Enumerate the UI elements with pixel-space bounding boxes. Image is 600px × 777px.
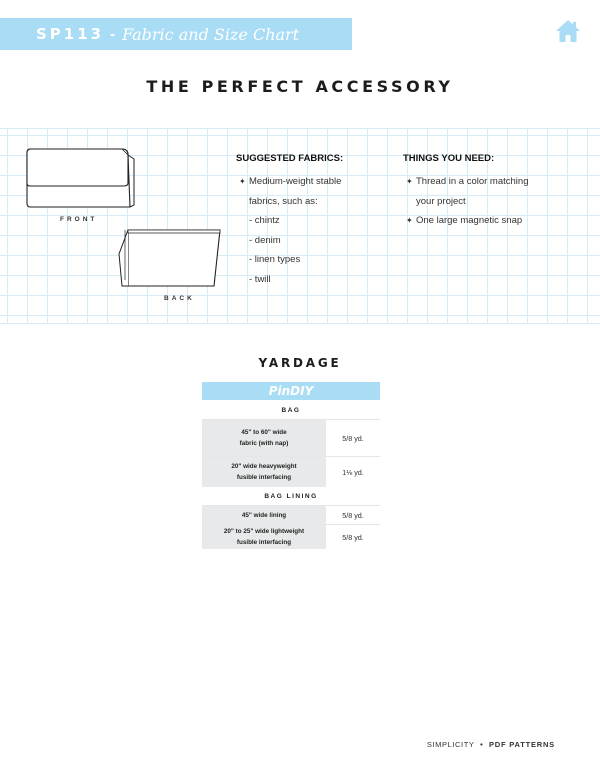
- section-heading-bag: BAG: [281, 407, 301, 414]
- pattern-code: SP113: [36, 25, 105, 43]
- row-amount: 5/8 yd.: [326, 525, 380, 549]
- row-desc-line1: 45" to 60" wide: [241, 429, 287, 436]
- row-desc-line1: 45" wide lining: [241, 511, 287, 519]
- yardage-table: [202, 382, 380, 549]
- header-subtitle: Fabric and Size Chart: [122, 24, 300, 44]
- bullet-icon: ✦: [406, 177, 413, 186]
- row-description: [202, 457, 326, 487]
- front-view-illustration: [24, 145, 136, 213]
- row-desc-line2: fusible interfacing: [236, 474, 292, 481]
- fabric-intro-line2: fabrics, such as:: [249, 195, 318, 207]
- footer: [427, 740, 555, 749]
- need-item-snap-text: One large magnetic snap: [416, 215, 523, 226]
- row-amount: 5/8 yd.: [326, 506, 380, 524]
- header-bar: [0, 18, 352, 50]
- need-item-thread-line1: Thread in a color matching: [416, 176, 529, 187]
- brand-bar: PinDIY: [202, 382, 380, 400]
- table-row: [202, 524, 380, 549]
- fabric-item: - twill: [249, 273, 271, 285]
- row-desc-line2: fusible interfacing: [236, 539, 292, 546]
- row-description: [202, 525, 326, 549]
- suggested-fabrics-section: [236, 153, 343, 289]
- things-you-need-section: [403, 153, 528, 231]
- need-item-thread: [403, 172, 528, 192]
- suggested-fabrics-heading: SUGGESTED FABRICS:: [236, 153, 344, 164]
- yardage-title: YARDAGE: [258, 356, 342, 370]
- header-separator: -: [110, 25, 116, 43]
- fabric-intro-line1: Medium-weight stable: [249, 176, 342, 187]
- table-row: [202, 419, 380, 456]
- row-amount: 5/8 yd.: [326, 420, 380, 456]
- row-desc-line1: 20" to 25" wide lightweight: [223, 528, 305, 535]
- table-row: [202, 456, 380, 487]
- front-label: FRONT: [60, 216, 98, 223]
- fabric-item: - chintz: [249, 215, 280, 226]
- row-amount: 1⅛ yd.: [326, 457, 380, 487]
- row-description: [202, 420, 326, 456]
- footer-bullet: •: [480, 740, 484, 749]
- home-icon[interactable]: [554, 17, 582, 45]
- back-label: BACK: [164, 295, 195, 302]
- row-description: [202, 506, 326, 524]
- page-title: THE PERFECT ACCESSORY: [146, 77, 454, 96]
- fabric-intro: [236, 172, 343, 192]
- bullet-icon: ✦: [406, 216, 413, 225]
- row-desc-line2: fabric (with nap): [239, 440, 289, 447]
- footer-brand: SIMPLICITY: [426, 740, 475, 749]
- footer-product: PDF PATTERNS: [489, 740, 555, 749]
- things-you-need-heading: THINGS YOU NEED:: [403, 153, 495, 164]
- back-view-illustration: [116, 224, 226, 294]
- table-row: [202, 505, 380, 524]
- section-heading-bag-lining: BAG LINING: [264, 493, 318, 500]
- bullet-icon: ✦: [239, 177, 246, 186]
- need-item-snap: [403, 211, 528, 231]
- fabric-item: - denim: [249, 234, 281, 246]
- fabric-item: - linen types: [249, 254, 301, 265]
- need-item-thread-line2: your project: [416, 195, 466, 207]
- row-desc-line1: 20" wide heavyweight: [231, 463, 297, 470]
